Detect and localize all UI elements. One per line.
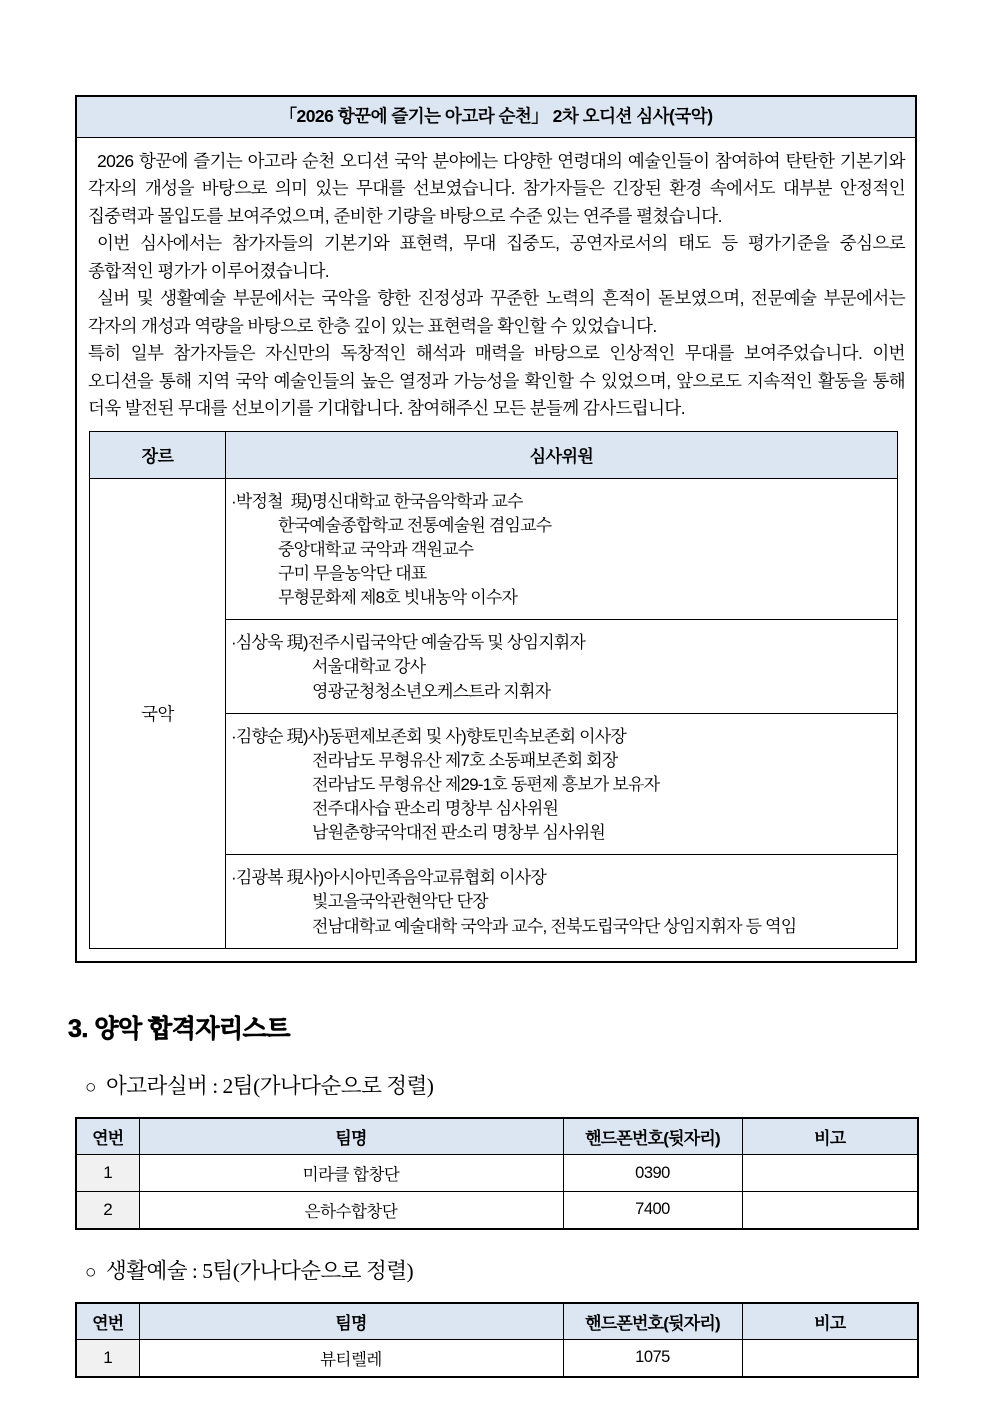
judge-name-line: ·심상욱 現)전주시립국악단 예술감독 및 상임지휘자 — [231, 633, 586, 653]
judge-credential: 서울대학교 강사 — [312, 657, 426, 677]
judges-table-header-row — [90, 431, 898, 478]
document-title: 「2026 항꾼에 즐기는 아고라 순천」 2차 오디션 심사(국악) — [77, 97, 915, 138]
review-paragraph: 특히 일부 참가자들은 자신만의 독창적인 해석과 매력을 바탕으로 인상적인 무대를 보여주었습니다. 이번 오디션을 통해 지역 국악 예술인들의 높은 열정과 가능성을 확인할 수 있었으며, 앞으로도 지속적인 활동을 통해 더욱 발전된 무대를 선보이기를 기대합니다. 참여해주신 모든 분들께 감사드립니다. — [88, 343, 905, 419]
col-header-number: 연번 — [76, 1303, 139, 1340]
phone-last-digits: 7400 — [563, 1192, 742, 1229]
review-body — [77, 138, 915, 961]
roster-table-agora-silver — [75, 1117, 919, 1230]
roster-header-row — [76, 1303, 918, 1340]
judge-credential: 한국예술종합학교 전통예술원 겸임교수 — [278, 515, 552, 535]
judge-name-line: ·김향순 現)사)동편제보존회 및 사)향토민속보존회 이사장 — [231, 726, 627, 746]
phone-last-digits: 0390 — [563, 1155, 742, 1192]
genre-cell: 국악 — [90, 478, 226, 948]
team-name: 뷰티렐레 — [139, 1340, 563, 1377]
judges-row-1 — [90, 478, 898, 620]
judge-credential: 빛고을국악관현악단 단장 — [312, 892, 488, 912]
phone-last-digits: 1075 — [563, 1340, 742, 1377]
roster-header-row — [76, 1118, 918, 1155]
judge-name-line: ·박정철 現)명신대학교 한국음악학과 교수 — [231, 491, 523, 511]
judge-credential: 영광군청청소년오케스트라 지휘자 — [312, 681, 551, 701]
genre-column-header: 장르 — [90, 431, 226, 478]
col-header-team: 팀명 — [139, 1303, 563, 1340]
col-header-note: 비고 — [742, 1303, 918, 1340]
group-label-text: 생활예술 : 5팀(가나다순으로 정렬) — [105, 1258, 414, 1283]
section-heading: 3. 양악 합격자리스트 — [68, 1014, 290, 1043]
col-header-note: 비고 — [742, 1118, 918, 1155]
col-header-phone: 핸드폰번호(뒷자리) — [563, 1303, 742, 1340]
judge-name-line: ·김광복 現사)아시아민족음악교류협회 이사장 — [231, 868, 546, 888]
judge-credential: 중앙대학교 국악과 객원교수 — [278, 539, 474, 559]
col-header-team: 팀명 — [139, 1118, 563, 1155]
review-paragraph: 실버 및 생활예술 부문에서는 국악을 향한 진정성과 꾸준한 노력의 흔적이 돋보였으며, 전문예술 부문에서는 각자의 개성과 역량을 바탕으로 한층 깊이 있는 표현력을 확인할 수 있었습니다. — [88, 288, 905, 336]
note-cell — [742, 1155, 918, 1192]
roster-table-life-art — [75, 1302, 919, 1378]
judge-entry — [231, 866, 891, 938]
judges-column-header: 심사위원 — [226, 431, 898, 478]
team-name: 미라클 합창단 — [139, 1155, 563, 1192]
judge-entry — [231, 631, 891, 703]
note-cell — [742, 1340, 918, 1377]
review-paragraph: 이번 심사에서는 참가자들의 기본기와 표현력, 무대 집중도, 공연자로서의 태도 등 평가기준을 중심으로 종합적인 평가가 이루어졌습니다. — [88, 233, 905, 281]
row-number: 1 — [76, 1340, 139, 1377]
judge-credential: 남원춘향국악대전 판소리 명창부 심사위원 — [312, 823, 605, 843]
group-label-life-art — [85, 1254, 917, 1285]
audition-review-box — [75, 95, 917, 963]
review-paragraph: 2026 항꾼에 즐기는 아고라 순천 오디션 국악 분야에는 다양한 연령대의 예술인들이 참여하여 탄탄한 기본기와 각자의 개성을 바탕으로 의미 있는 무대를 선보였습니다. 참가자들은 긴장된 환경 속에서도 대부분 안정적인 집중력과 몰입도를 보여주었으며, 준비한 기량을 바탕으로 수준 있는 연주를 펼쳤습니다. — [88, 151, 905, 226]
roster-row — [76, 1192, 918, 1229]
col-header-number: 연번 — [76, 1118, 139, 1155]
row-number: 1 — [76, 1155, 139, 1192]
judge-entry — [231, 490, 891, 611]
judge-entry — [231, 725, 891, 846]
roster-row — [76, 1340, 918, 1377]
row-number: 2 — [76, 1192, 139, 1229]
judge-credential: 전주대사습 판소리 명창부 심사위원 — [312, 799, 559, 819]
judge-credential: 전남대학교 예술대학 국악과 교수, 전북도립국악단 상임지휘자 등 역임 — [312, 916, 797, 936]
judge-credential: 무형문화제 제8호 빗내농악 이수자 — [278, 588, 518, 608]
group-label-agora-silver — [85, 1069, 917, 1100]
roster-row — [76, 1155, 918, 1192]
note-cell — [742, 1192, 918, 1229]
col-header-phone: 핸드폰번호(뒷자리) — [563, 1118, 742, 1155]
group-label-text: 아고라실버 : 2팀(가나다순으로 정렬) — [105, 1073, 434, 1098]
judge-credential: 구미 무을농악단 대표 — [278, 564, 427, 584]
team-name: 은하수합창단 — [139, 1192, 563, 1229]
judge-credential: 전라남도 무형유산 제7호 소동패보존회 회장 — [312, 750, 618, 770]
judge-credential: 전라남도 무형유산 제29-1호 동편제 흥보가 보유자 — [312, 774, 660, 794]
judges-table — [89, 431, 898, 949]
circle-bullet-icon: ○ — [85, 1076, 96, 1098]
circle-bullet-icon: ○ — [85, 1261, 96, 1283]
